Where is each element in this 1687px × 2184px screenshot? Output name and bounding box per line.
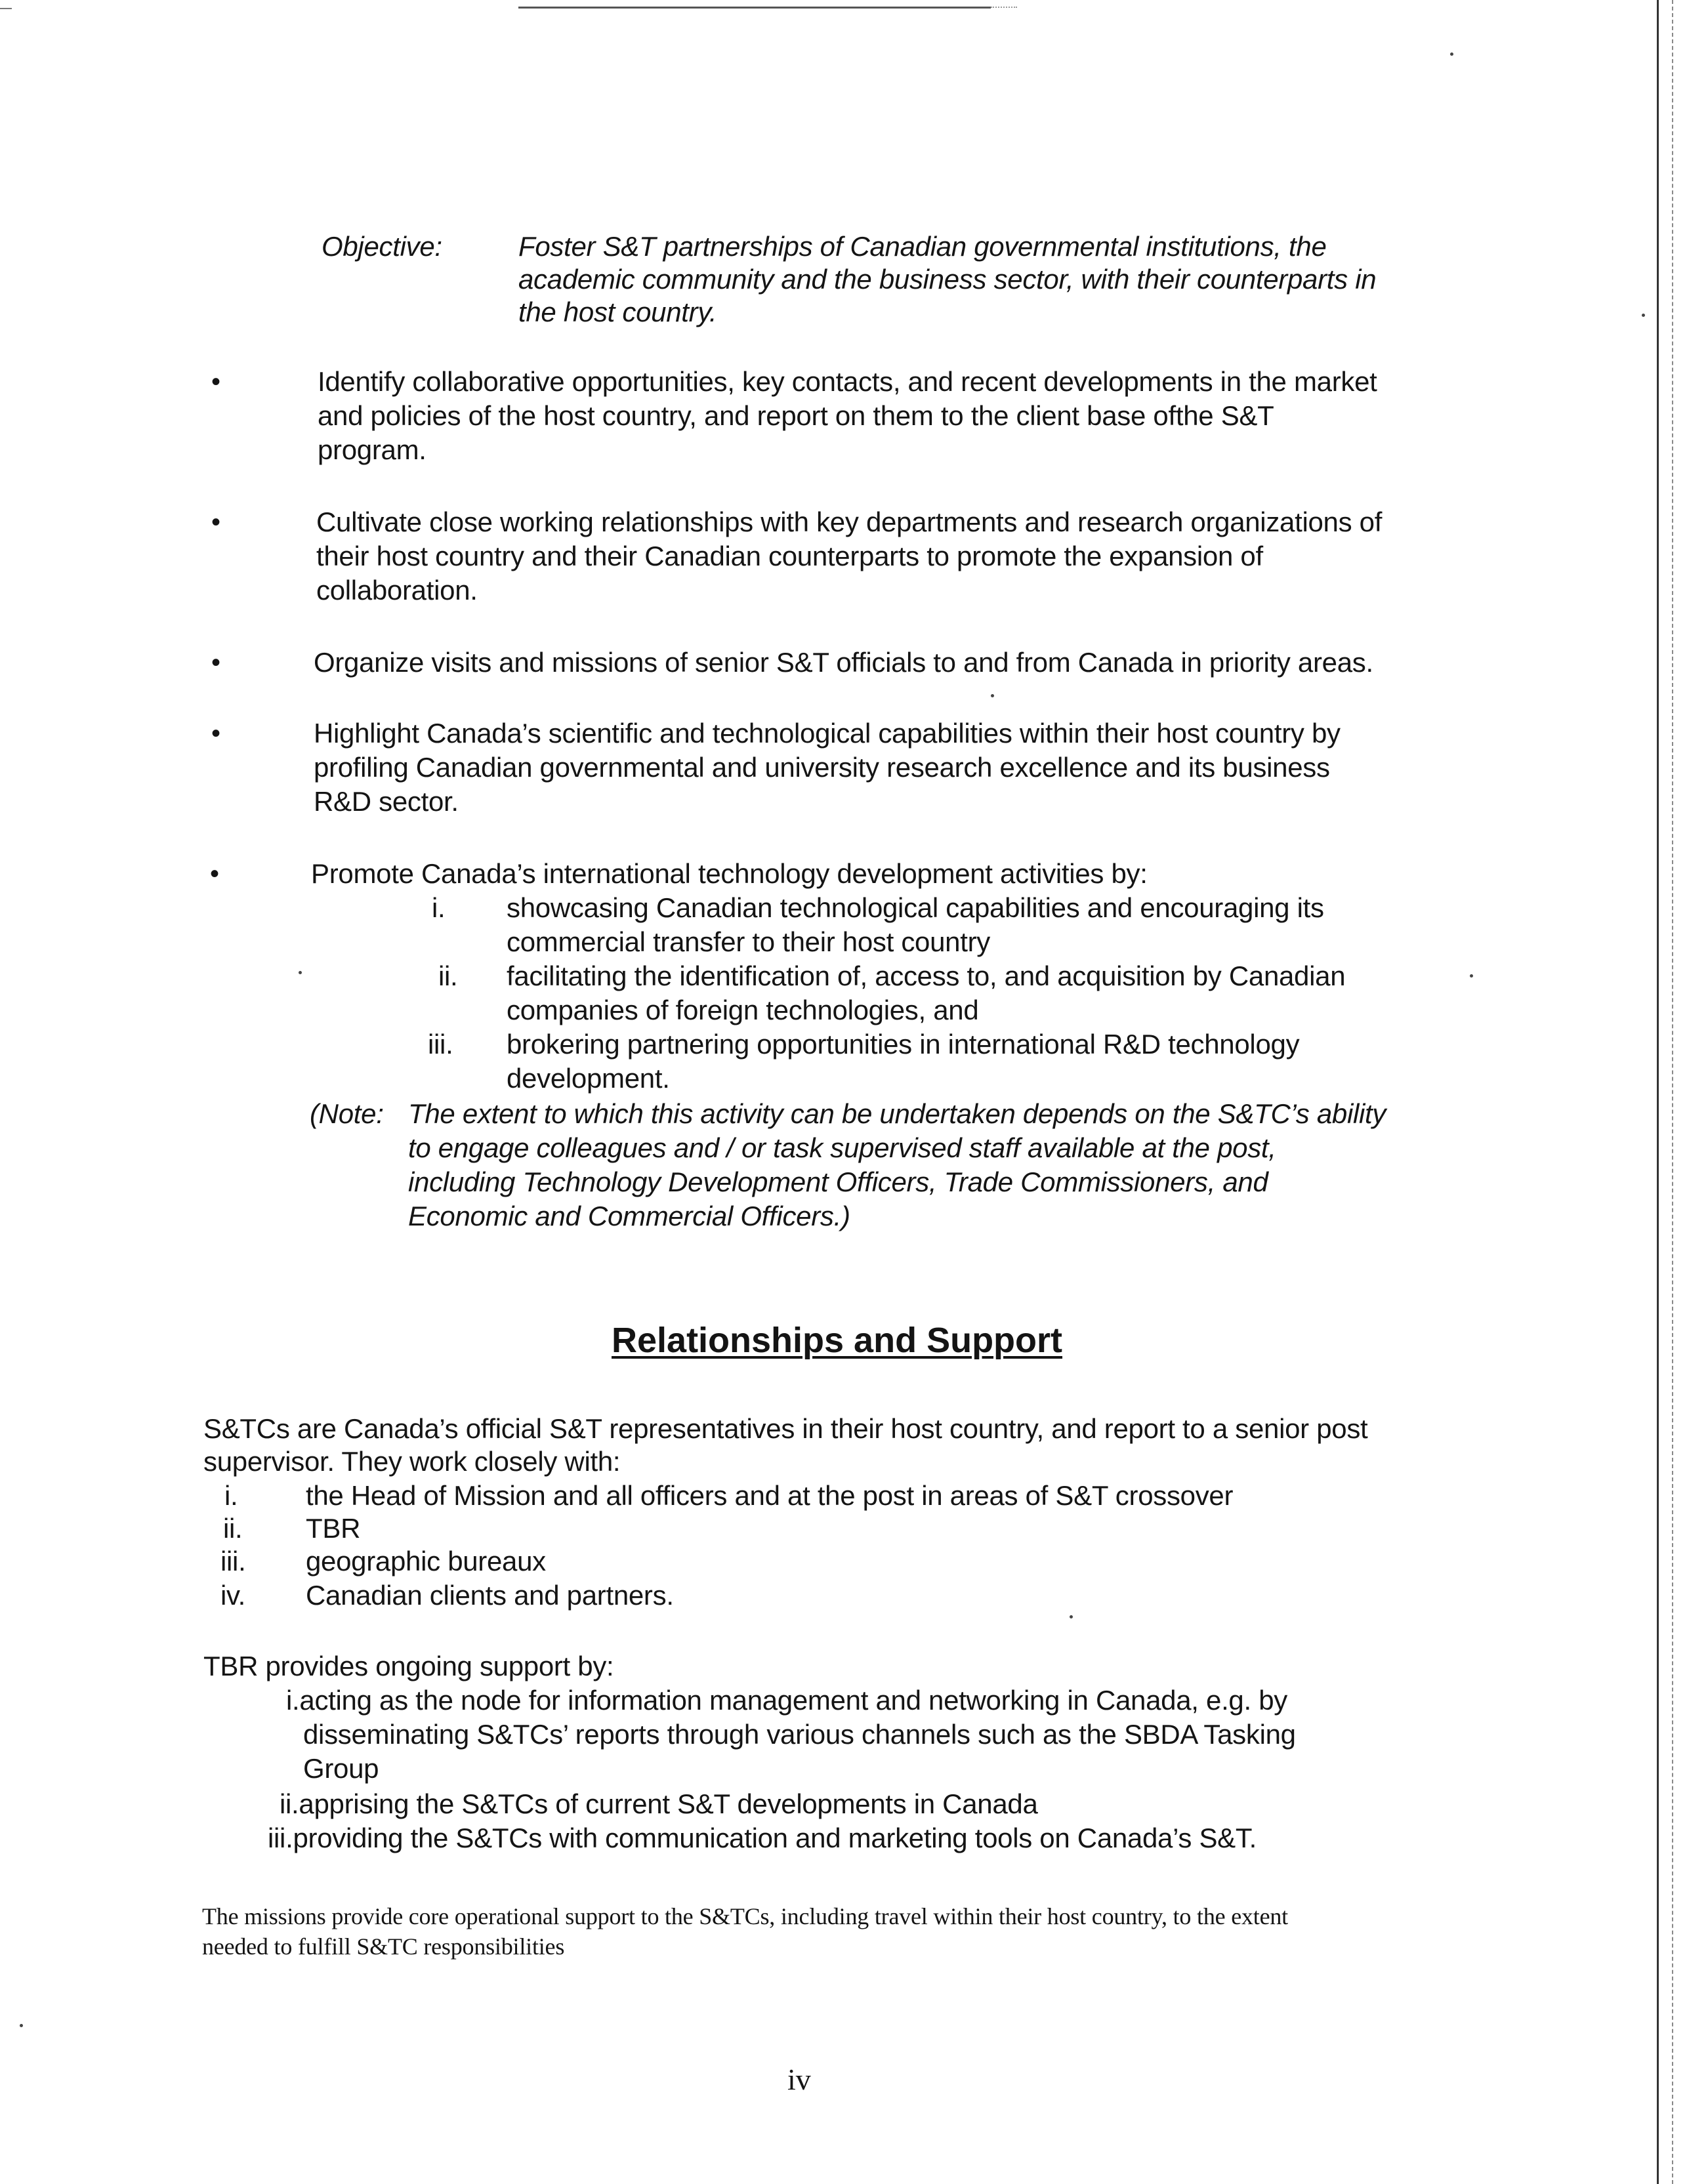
relationship-item: Canadian clients and partners. — [306, 1580, 674, 1611]
bullet-text: and policies of the host country, and report on them to the client base ofthe S&T — [318, 400, 1274, 431]
note-line: The extent to which this activity can be undertaken depends on the S&TC’s ability — [408, 1098, 1386, 1129]
objective-line: academic community and the business sector, with their counterparts in — [518, 264, 1377, 295]
scan-speck — [20, 2024, 23, 2027]
tbr-item: disseminating S&TCs’ reports through various channels such as the SBDA Tasking — [303, 1719, 1296, 1750]
promote-numeral: i. — [432, 892, 446, 923]
bullet-text: Organize visits and missions of senior S&T officials to and from Canada in priority areas. — [314, 647, 1373, 678]
bullet-text: Highlight Canada’s scientific and technological capabilities within their host country by — [314, 718, 1341, 749]
note-line: including Technology Development Officers, Trade Commissioners, and — [408, 1166, 1268, 1197]
scan-speck — [1642, 314, 1645, 317]
objective-line: Foster S&T partnerships of Canadian governmental institutions, the — [518, 231, 1327, 262]
objective-label: Objective: — [322, 231, 442, 262]
bullet-text: Identify collaborative opportunities, key contacts, and recent developments in the market — [318, 366, 1377, 397]
tbr-item: iii.providing the S&TCs with communication and marketing tools on Canada’s S&T. — [268, 1823, 1257, 1853]
relationship-numeral: iv. — [220, 1580, 245, 1611]
relationships-intro: supervisor. They work closely with: — [203, 1446, 621, 1477]
tbr-item: i.acting as the node for information management and networking in Canada, e.g. by — [286, 1685, 1287, 1716]
section-heading: Relationships and Support — [612, 1321, 1063, 1360]
note-line: Economic and Commercial Officers.) — [408, 1201, 850, 1231]
promote-item-text: facilitating the identification of, access to, and acquisition by Canadian — [507, 960, 1346, 991]
relationship-item: TBR — [306, 1513, 361, 1544]
bullet-text: profiling Canadian governmental and university research excellence and its business — [314, 752, 1330, 783]
bullet-text: R&D sector. — [314, 786, 459, 817]
bullet-icon: • — [211, 367, 221, 396]
bullet-text: collaboration. — [316, 575, 478, 606]
relationship-numeral: iii. — [220, 1546, 246, 1576]
scan-speck — [299, 971, 302, 974]
scan-speck — [1070, 1615, 1073, 1618]
bullet-text: program. — [318, 434, 427, 465]
page-number: iv — [787, 2063, 811, 2096]
bullet-icon: • — [211, 719, 221, 748]
bullet-icon: • — [211, 508, 221, 537]
scan-top-rule — [518, 7, 991, 9]
tbr-item: ii.apprising the S&TCs of current S&T developments in Canada — [280, 1788, 1038, 1819]
relationship-item: geographic bureaux — [306, 1546, 546, 1576]
relationship-numeral: i. — [224, 1480, 238, 1511]
bullet-icon: • — [210, 859, 220, 888]
scan-mark — [0, 8, 12, 9]
scan-speck — [1450, 52, 1453, 56]
relationships-intro: S&TCs are Canada’s official S&T representatives in their host country, and report to a senior post — [203, 1413, 1368, 1444]
missions-note-line: The missions provide core operational support to the S&TCs, including travel within their host country, to the extent — [202, 1903, 1288, 1929]
promote-item-text: showcasing Canadian technological capabilities and encouraging its — [507, 892, 1324, 923]
tbr-item: Group — [303, 1753, 379, 1784]
tbr-intro: TBR provides ongoing support by: — [203, 1651, 614, 1681]
scan-right-edge — [1657, 0, 1659, 2184]
scan-top-rule-faint — [991, 7, 1017, 8]
objective-line: the host country. — [518, 297, 717, 327]
bullet-text: Promote Canada’s international technology development activities by: — [311, 858, 1148, 889]
promote-item-text: development. — [507, 1063, 670, 1094]
scan-right-edge-faint — [1672, 0, 1673, 2184]
bullet-text: their host country and their Canadian counterparts to promote the expansion of — [316, 541, 1263, 571]
missions-note-line: needed to fulfill S&TC responsibilities — [202, 1933, 565, 1960]
bullet-icon: • — [211, 648, 221, 677]
promote-numeral: iii. — [428, 1029, 453, 1060]
bullet-text: Cultivate close working relationships with key departments and research organizations of — [316, 506, 1383, 537]
relationship-numeral: ii. — [223, 1513, 243, 1544]
promote-numeral: ii. — [438, 960, 458, 991]
scan-speck — [1470, 974, 1473, 978]
promote-item-text: brokering partnering opportunities in international R&D technology — [507, 1029, 1300, 1060]
relationship-item: the Head of Mission and all officers and at the post in areas of S&T crossover — [306, 1480, 1234, 1511]
promote-item-text: companies of foreign technologies, and — [507, 995, 979, 1025]
scan-speck — [991, 694, 994, 697]
promote-item-text: commercial transfer to their host country — [507, 926, 990, 957]
note-label: (Note: — [310, 1098, 384, 1129]
note-line: to engage colleagues and / or task supervised staff available at the post, — [408, 1132, 1276, 1163]
